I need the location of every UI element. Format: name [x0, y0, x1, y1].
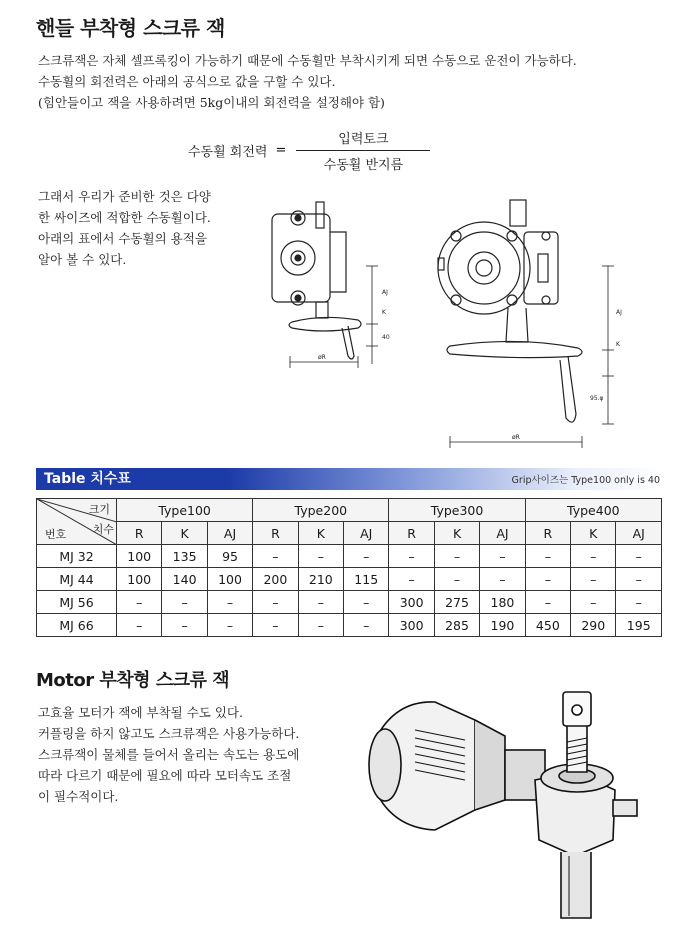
subcol-header: K: [434, 522, 479, 545]
row-label: MJ 56: [37, 591, 117, 614]
table-cell: –: [616, 568, 662, 591]
row-label: MJ 66: [37, 614, 117, 637]
table-cell: –: [344, 614, 389, 637]
table-cell: –: [571, 568, 616, 591]
table-cell: 285: [434, 614, 479, 637]
table-cell: –: [344, 545, 389, 568]
corner-dims-label: 치수: [92, 523, 114, 536]
table-cell: –: [525, 545, 570, 568]
table-cell: –: [162, 614, 207, 637]
intro-line: (힘안들이고 잭을 사용하려면 5kg이내의 회전력을 설정해야 함): [38, 95, 385, 110]
dim-label-k: K: [382, 309, 386, 316]
table-cell: –: [525, 568, 570, 591]
table-cell: –: [162, 591, 207, 614]
dim-label-k: K: [616, 341, 620, 348]
table-cell: 190: [480, 614, 525, 637]
intro-line: 스크류잭은 자체 셀프록킹이 가능하기 때문에 수동휠만 부착시키게 되면 수동으로 운전이 가능하다.: [38, 53, 577, 68]
motor-line: 이 필수적이다.: [38, 789, 119, 804]
dimension-table: [36, 498, 662, 637]
subcol-header: AJ: [344, 522, 389, 545]
section-title-handle-jack: 핸들 부착형 스크류 잭: [36, 16, 225, 40]
table-cell: –: [117, 591, 162, 614]
table-cell: 210: [298, 568, 343, 591]
intro-line: 수동휠의 회전력은 아래의 공식으로 값을 구할 수 있다.: [38, 74, 336, 89]
table-cell: 100: [117, 545, 162, 568]
handwheel-jack-drawing-small: [262, 196, 402, 376]
table-cell: 100: [117, 568, 162, 591]
table-row: [37, 545, 662, 568]
dim-label-95: 95.φ: [590, 395, 604, 402]
table-row: [37, 591, 662, 614]
side-line: 아래의 표에서 수동휠의 용적을: [38, 231, 207, 246]
table-cell: –: [616, 545, 662, 568]
dim-label-40: 40: [382, 334, 390, 341]
table-header-bar: [36, 468, 662, 490]
table-cell: 135: [162, 545, 207, 568]
table-cell: 95: [207, 545, 252, 568]
motor-line: 고효율 모터가 잭에 부착될 수도 있다.: [38, 705, 243, 720]
intro-paragraph: [38, 50, 678, 113]
table-cell: 115: [344, 568, 389, 591]
row-label: MJ 44: [37, 568, 117, 591]
subcol-header: AJ: [480, 522, 525, 545]
formula-denominator: 수동휠 반지름: [323, 158, 404, 173]
row-label: MJ 32: [37, 545, 117, 568]
type-header: Type100: [117, 499, 253, 522]
table-cell: –: [298, 614, 343, 637]
table-cell: –: [117, 614, 162, 637]
subcol-header: R: [117, 522, 162, 545]
dim-label-aj: AJ: [382, 289, 388, 296]
side-line: 알아 볼 수 있다.: [38, 252, 127, 267]
table-cell: –: [616, 591, 662, 614]
table-cell: –: [207, 614, 252, 637]
table-cell: 195: [616, 614, 662, 637]
table-cell: –: [207, 591, 252, 614]
corner-number-label: 번호: [45, 528, 67, 541]
motor-jack-illustration: [355, 680, 645, 925]
side-line: 그래서 우리가 준비한 것은 다양: [38, 189, 211, 204]
table-row: [37, 568, 662, 591]
corner-size-label: 크기: [88, 503, 110, 516]
motor-line: 따라 다르기 때문에 필요에 따라 모터속도 조절: [38, 768, 292, 783]
dim-label-dr: øR: [318, 354, 326, 361]
table-cell: –: [480, 545, 525, 568]
subcol-header: R: [253, 522, 298, 545]
side-line: 한 싸이즈에 적합한 수동휠이다.: [38, 210, 211, 225]
table-cell: –: [298, 591, 343, 614]
table-cell: 100: [207, 568, 252, 591]
table-cell: –: [480, 568, 525, 591]
table-cell: –: [389, 568, 434, 591]
table-cell: –: [298, 545, 343, 568]
subcol-header: K: [162, 522, 207, 545]
grip-size-note: Grip사이즈는 Type100 only is 40: [511, 475, 660, 486]
table-cell: –: [253, 545, 298, 568]
table-cell: –: [434, 545, 479, 568]
table-corner-cell: [37, 499, 117, 545]
table-cell: 180: [480, 591, 525, 614]
table-cell: –: [434, 568, 479, 591]
formula-fraction: [296, 128, 430, 173]
table-cell: –: [525, 591, 570, 614]
handwheel-jack-drawing-large: [428, 196, 633, 451]
subcol-header: R: [525, 522, 570, 545]
table-cell: –: [571, 545, 616, 568]
table-cell: –: [389, 545, 434, 568]
subcol-header: K: [571, 522, 616, 545]
type-header: Type300: [389, 499, 525, 522]
table-row: [37, 614, 662, 637]
table-cell: 140: [162, 568, 207, 591]
subcol-header: AJ: [207, 522, 252, 545]
handwheel-torque-formula: [188, 128, 430, 173]
dim-label-aj: AJ: [616, 309, 622, 316]
table-header-label: Table 치수표: [36, 468, 226, 490]
motor-line: 스크류잭이 물체를 들어서 올리는 속도는 용도에: [38, 747, 300, 762]
formula-lhs: 수동휠 회전력: [188, 145, 268, 160]
table-cell: –: [253, 614, 298, 637]
table-cell: –: [253, 591, 298, 614]
subcol-header: AJ: [616, 522, 662, 545]
table-cell: 300: [389, 591, 434, 614]
table-cell: –: [571, 591, 616, 614]
table-cell: 200: [253, 568, 298, 591]
table-cell: 300: [389, 614, 434, 637]
formula-numerator: 입력토크: [338, 132, 389, 147]
formula-equals: =: [275, 143, 287, 158]
motor-line: 커플링을 하지 않고도 스크류잭은 사용가능하다.: [38, 726, 300, 741]
table-cell: 290: [571, 614, 616, 637]
dim-label-dr: øR: [512, 434, 520, 441]
table-cell: –: [344, 591, 389, 614]
table-cell: 275: [434, 591, 479, 614]
table-body: [37, 545, 662, 637]
section-title-motor-jack: Motor 부착형 스크류 잭: [36, 670, 230, 691]
side-paragraph: [38, 186, 248, 270]
subcol-header: R: [389, 522, 434, 545]
motor-paragraph: [38, 702, 348, 807]
type-header: Type200: [253, 499, 389, 522]
type-header: Type400: [525, 499, 661, 522]
table-cell: 450: [525, 614, 570, 637]
subcol-header: K: [298, 522, 343, 545]
